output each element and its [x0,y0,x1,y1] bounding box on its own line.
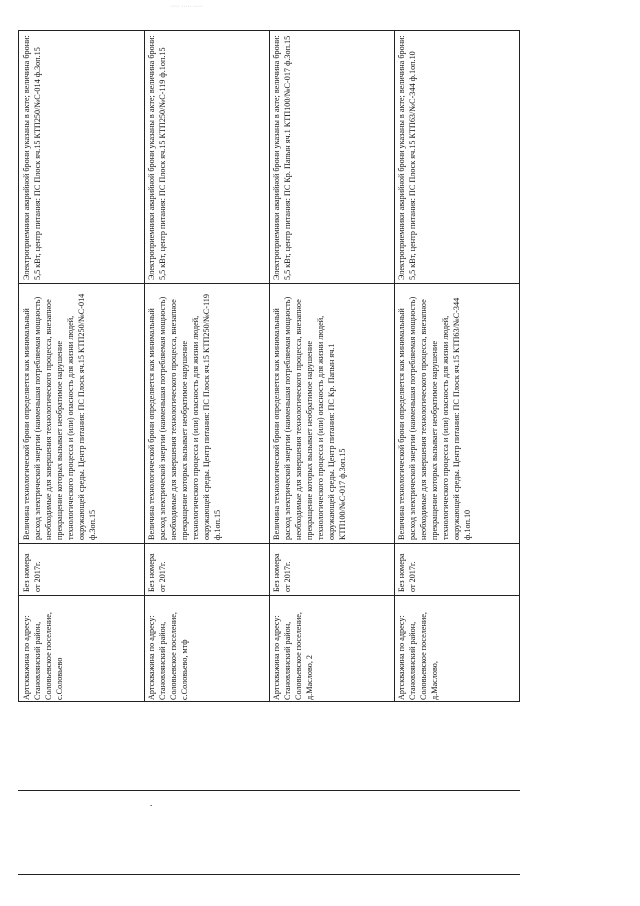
object-text: Артскважина по адресу: Становлянский район, Соловьевское поселение, с.Соловьево [22,612,64,700]
cell-note [19,31,144,283]
cell-doc [269,543,394,595]
cell-object [144,595,269,703]
cell-doc [394,543,521,595]
cell-note [269,31,394,283]
footer-rule-1 [18,790,520,791]
object-text: Артскважина по адресу: Становлянский район, Соловьевское поселение, д.Маслово, [397,612,439,700]
footer-mark: . [150,798,153,808]
cell-doc [19,543,144,595]
doc-text: Без номера от 2017г. [272,553,292,592]
doc-text: Без номера от 2017г. [22,553,42,592]
cell-note [394,31,521,283]
cell-object [269,595,394,703]
reason-text: Величина технологической брони определяется как минимальный расход электрической энергии (наименьшая потребляемая мощность) необходимые для завершения технологического процесса, внезапное прекращение которых вызывает необратимое нарушение технологического процесса и (или) опасность для жизни людей, окружающей среды. Центр питания: ПС Кр. Папын яч.1 КТП100/№С-017 ф.3оп.15 [272,296,347,540]
object-text: Артскважина по адресу: Становлянский район, Соловьевское поселение, с.Соловьево, мтф [147,612,189,700]
cell-note [144,31,269,283]
cell-reason [269,283,394,543]
cell-reason [394,283,521,543]
note-text: Электроприемники аварийной брони указаны в акте; величина брони: 5,5 кВт, центр питания: ПС Плоск яч.15 КТП63/№С-344 ф.1оп.10 [397,35,417,280]
note-text: Электроприемники аварийной брони указаны в акте; величина брони: 5,5 кВт, центр питания: ПС Кр. Папын яч.1 КТП100/№С-017 ф.3оп.15 [272,35,292,280]
scan-noise: ····· ····· ····· [170,4,203,10]
cell-object [19,595,144,703]
reason-text: Величина технологической брони определяется как минимальный расход электрической энергии (наименьшая потребляемая мощность) необходимые для завершения технологического процесса, внезапное прекращение которых вызывает необратимое нарушение технологического процесса и (или) опасность для жизни людей, окружающей среды. Центр питания: ПС Плоск яч.15 КТП250/№С-119 ф.1оп.15 [147,294,222,540]
doc-text: Без номера от 2017г. [147,553,167,592]
cell-doc [144,543,269,595]
note-text: Электроприемники аварийной брони указаны в акте; величина брони: 5,5 кВт, центр питания: ПС Плоск яч.15 КТП250/№С-119 ф.1оп.15 [147,35,167,280]
cell-reason [19,283,144,543]
footer-rule-2 [18,874,520,875]
reason-text: Величина технологической брони определяется как минимальный расход электрической энергии (наименьшая потребляемая мощность) необходимые для завершения технологического процесса, внезапное прекращение которых вызывает необратимое нарушение технологического процесса и (или) опасность для жизни людей, окружающей среды. Центр питания: ПС Плоск яч.15 КТП250/№С-014 ф.3оп.15 [22,293,97,540]
note-text: Электроприемники аварийной брони указаны в акте; величина брони: 5,5 кВт, центр питания: ПС Плоск яч.15 КТП250/№С-014 ф.3оп.15 [22,35,42,280]
doc-text: Без номера от 2017г. [397,553,417,592]
cell-reason [144,283,269,543]
power-reserve-table [18,30,520,702]
object-text: Артскважина по адресу: Становлянский район, Соловьевское поселение, д.Маслово, 2 [272,612,314,700]
reason-text: Величина технологической брони определяется как минимальный расход электрической энергии (наименьшая потребляемая мощность) необходимые для завершения технологического процесса, внезапное прекращение которых вызывает необратимое нарушение технологического процесса и (или) опасность для жизни людей, окружающей среды. Центр питания: ПС Плоск яч.15 КТП63/№С-344 ф.1оп.10 [397,296,472,540]
cell-object [394,595,521,703]
